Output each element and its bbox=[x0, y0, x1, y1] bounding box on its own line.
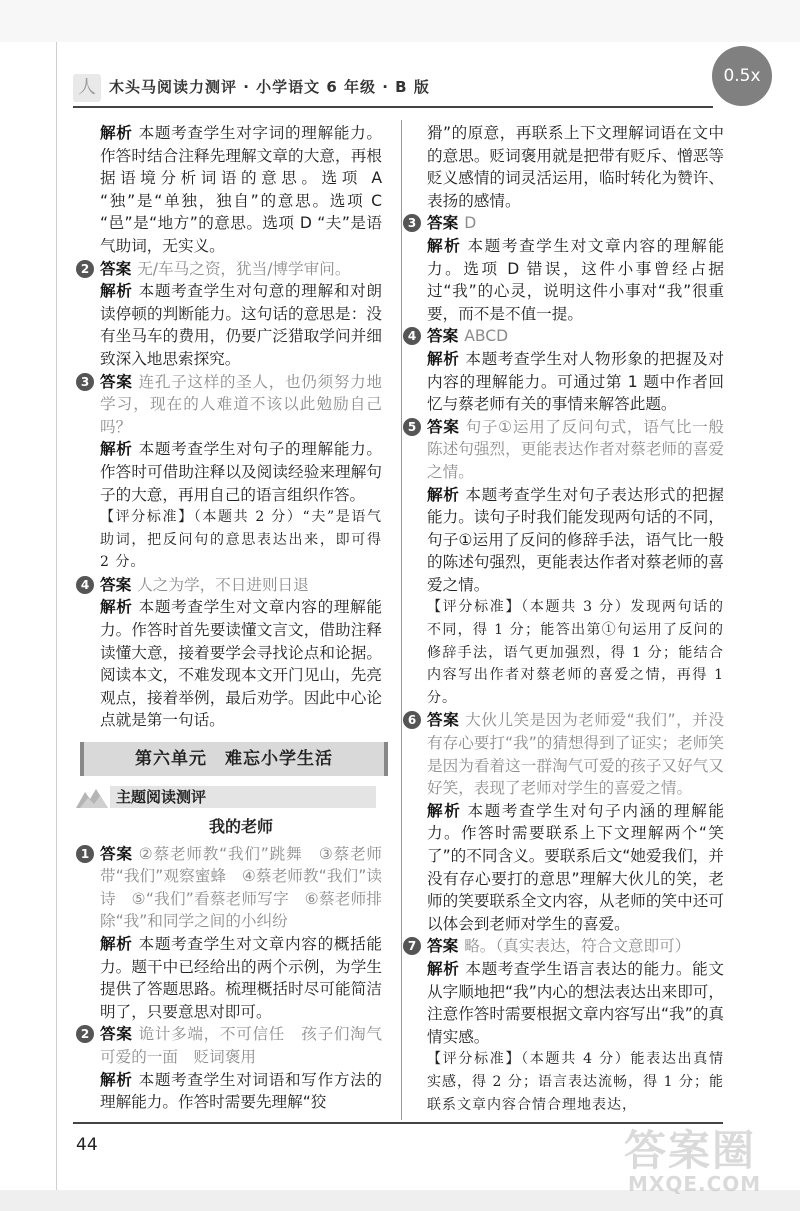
answer-item-a1-analysis bbox=[100, 122, 382, 258]
answer-text: 人之为学，不日进则日退 bbox=[137, 575, 309, 594]
analysis-a3 bbox=[100, 438, 382, 506]
analysis-b2-continued: 猾”的原意，再联系上下文理解词语在文中的意思。贬词褒用就是把带有贬斥、憎恶等贬义感情的词灵活运用，临时转化为赞许、表扬的感情。 bbox=[427, 124, 724, 210]
question-number: 6 bbox=[403, 711, 421, 729]
analysis-label: 解析 bbox=[100, 598, 133, 617]
analysis-label: 解析 bbox=[100, 1070, 133, 1089]
analysis-label: 解析 bbox=[427, 349, 460, 368]
answer-label: 答案 bbox=[427, 417, 460, 436]
analysis-text: 本题考查学生对文章内容的理解能力。作答时首先要读懂文言文，借助注释读懂大意，接着要学会寻找论点和论据。阅读本文，不难发现本文开门见山，先亮观点，接着举例，最后劝学。因此中心论点就是第一句话。 bbox=[100, 598, 382, 730]
answer-item-b5 bbox=[407, 416, 724, 484]
analysis-label: 解析 bbox=[427, 959, 460, 978]
analysis-label: 解析 bbox=[100, 124, 133, 142]
mountain-icon bbox=[76, 786, 108, 808]
answer-label: 答案 bbox=[427, 214, 459, 233]
answer-item-b2 bbox=[80, 1023, 382, 1068]
analysis-a4 bbox=[100, 596, 382, 732]
answer-text: 诡计多端，不可信任 孩子们淘气可爱的一面 贬词褒用 bbox=[100, 1025, 382, 1066]
analysis-label: 解析 bbox=[427, 236, 462, 255]
watermark-url-text: MXQE.COM bbox=[628, 1172, 762, 1196]
answer-text: 无/车马之资，犹当/博学审问。 bbox=[137, 259, 351, 278]
analysis-label: 解析 bbox=[100, 282, 133, 301]
story-title: 我的老师 bbox=[208, 817, 273, 837]
analysis-text: 本题考查学生对句子内涵的理解能力。作答时需要联系上下文理解两个“笑了”的不同含义。要联系后文“她爱我们，并没有存心要打的意思”理解大伙儿的笑，老师的笑要联系全文内容，从老师的笑中还可以体会到老师对学生的喜爱。 bbox=[427, 801, 724, 933]
question-number: 3 bbox=[76, 373, 94, 391]
theme-heading bbox=[76, 782, 382, 812]
answer-item-b7 bbox=[407, 935, 724, 958]
question-number: 4 bbox=[76, 576, 94, 594]
answer-text: 略。（真实表达，符合文意即可） bbox=[464, 937, 691, 956]
scoring-criteria-b7: 【评分标准】（本题共 4 分）能表达出真情实感，得 2 分；语言表达流畅，得 1 分；能联系文章内容合情合理地表达， bbox=[427, 1051, 724, 1113]
page-number: 44 bbox=[76, 1135, 98, 1155]
answer-label: 答案 bbox=[100, 575, 132, 594]
question-number: 1 bbox=[76, 845, 94, 863]
analysis-text: 本题考查学生对句子表达形式的把握能力。读句子时我们能发现两句话的不同，句子①运用了反问的修辞手法，语气比一般的陈述句强烈，更能表达作者对蔡老师的喜爱之情。 bbox=[427, 485, 724, 594]
analysis-b1 bbox=[100, 933, 382, 1023]
viewer-top-bar bbox=[0, 0, 800, 42]
analysis-a2 bbox=[100, 280, 382, 370]
analysis-b3 bbox=[427, 235, 724, 325]
analysis-b2 bbox=[100, 1069, 382, 1114]
page-header bbox=[73, 72, 723, 106]
question-number: 2 bbox=[76, 260, 94, 278]
analysis-b5 bbox=[427, 484, 724, 597]
question-number: 5 bbox=[403, 418, 421, 436]
analysis-text: 本题考查学生对字词的理解能力。作答时结合注释先理解文章的大意，再根据语境分析词语的意思。选项 A “独”是“单独，独自”的意思。选项 C “邑”是“地方”的意思。选项 D “夫”是语气助词，无实义。 bbox=[100, 124, 382, 255]
answer-label: 答案 bbox=[100, 372, 133, 391]
answer-label: 答案 bbox=[100, 1025, 133, 1044]
scoring-criteria-b5: 【评分标准】（本题共 3 分）发现两句话的不同，得 1 分；能答出第①句运用了反问的修辞手法，语气更加强烈，得 1 分；能结合内容写出作者对蔡老师的喜爱之情，再得 1 分。 bbox=[427, 599, 724, 706]
answer-item-a4 bbox=[80, 574, 382, 597]
answer-item-a3 bbox=[80, 371, 382, 439]
answer-item-b1 bbox=[80, 843, 382, 933]
analysis-text: 本题考查学生对句子的理解能力。作答时可借助注释以及阅读经验来理解句子的大意，再用自己的语言组织作答。 bbox=[100, 440, 382, 504]
answer-label: 答案 bbox=[427, 327, 459, 346]
answer-label: 答案 bbox=[427, 711, 460, 730]
analysis-label: 解析 bbox=[427, 485, 460, 504]
answer-item-a2 bbox=[80, 258, 382, 281]
site-watermark bbox=[624, 1118, 792, 1196]
analysis-text: 本题考查学生对文章内容的概括能力。题干中已经给出的两个示例，为学生提供了答题思路。梳理概括时尽可能简洁明了，只要意思对即可。 bbox=[100, 935, 382, 1021]
answer-item-b3 bbox=[407, 212, 724, 235]
analysis-text: 本题考查学生对句意的理解和对朗读停顿的判断能力。这句话的意思是：没有坐马车的费用，仍要广泛猎取学问并细致深入地思索探究。 bbox=[100, 282, 382, 368]
question-number: 7 bbox=[403, 937, 421, 955]
question-number: 4 bbox=[403, 327, 421, 345]
analysis-text: 本题考查学生对人物形象的把握及对内容的理解能力。可通过第 1 题中作者回忆与蔡老师有关的事情来解答此题。 bbox=[427, 349, 724, 414]
answer-text: D bbox=[464, 214, 477, 233]
answer-item-b4 bbox=[407, 325, 724, 348]
analysis-b7 bbox=[427, 958, 724, 1048]
scoring-criteria-a3: 【评分标准】（本题共 2 分）“夫”是语气助词，把反问句的意思表达出来，即可得 2 分。 bbox=[100, 509, 382, 571]
analysis-text: 本题考查学生对文章内容的理解能力。选项 D 错误，这件小事曾经占据过“我”的心灵，说明这件小事对“我”很重要，而不是不值一提。 bbox=[427, 236, 724, 323]
theme-title: 主题阅读测评 bbox=[116, 788, 207, 807]
question-number: 2 bbox=[76, 1025, 94, 1043]
book-title: 木头马阅读力测评 · 小学语文 6 年级 · B 版 bbox=[109, 78, 430, 96]
analysis-text: 本题考查学生语言表达的能力。能文从字顺地把“我”内心的想法表达出来即可，注意作答时需要根据文章内容写出“我”的真情实感。 bbox=[427, 959, 724, 1046]
question-number: 3 bbox=[403, 214, 421, 232]
answer-text: ②蔡老师教“我们”跳舞 ③蔡老师带“我们”观察蜜蜂 ④蔡老师教“我们”读诗 ⑤“我们”看蔡老师写字 ⑥蔡老师排除“我”和同学之间的小纠纷 bbox=[100, 844, 382, 931]
unit-banner: 第六单元 难忘小学生活 bbox=[80, 742, 388, 776]
analysis-label: 解析 bbox=[427, 801, 462, 820]
watermark-logo-text: 答案圈 bbox=[624, 1126, 757, 1175]
answer-text: 句子①运用了反问句式，语气比一般陈述句强烈，更能表达作者对蔡老师的喜爱之情。 bbox=[427, 417, 724, 481]
answer-text: ABCD bbox=[464, 327, 509, 346]
answer-label: 答案 bbox=[100, 259, 132, 278]
playback-speed-button[interactable]: 0.5x bbox=[712, 46, 772, 106]
analysis-text: 本题考查学生对词语和写作方法的理解能力。作答时需要先理解“狡 bbox=[100, 1070, 382, 1112]
right-column bbox=[407, 122, 724, 1116]
answer-label: 答案 bbox=[100, 844, 133, 863]
header-rule bbox=[73, 106, 713, 108]
analysis-b6 bbox=[427, 800, 724, 936]
series-logo-icon: 人 bbox=[73, 74, 101, 102]
analysis-label: 解析 bbox=[100, 935, 133, 953]
answer-item-b6 bbox=[407, 709, 724, 799]
analysis-b4 bbox=[427, 348, 724, 416]
left-column bbox=[80, 122, 382, 1114]
answer-text: 连孔子这样的圣人，也仍须努力地学习，现在的人难道不该以此勉励自己吗？ bbox=[100, 372, 382, 436]
answer-label: 答案 bbox=[427, 937, 459, 956]
analysis-label: 解析 bbox=[100, 440, 133, 459]
answer-text: 大伙儿笑是因为老师爱“我们”，并没有存心要打“我”的猜想得到了证实；老师笑是因为看着这一群淘气可爱的孩子又好气又好笑，表现了老师对学生的喜爱之情。 bbox=[427, 711, 724, 798]
column-divider bbox=[401, 120, 402, 1120]
